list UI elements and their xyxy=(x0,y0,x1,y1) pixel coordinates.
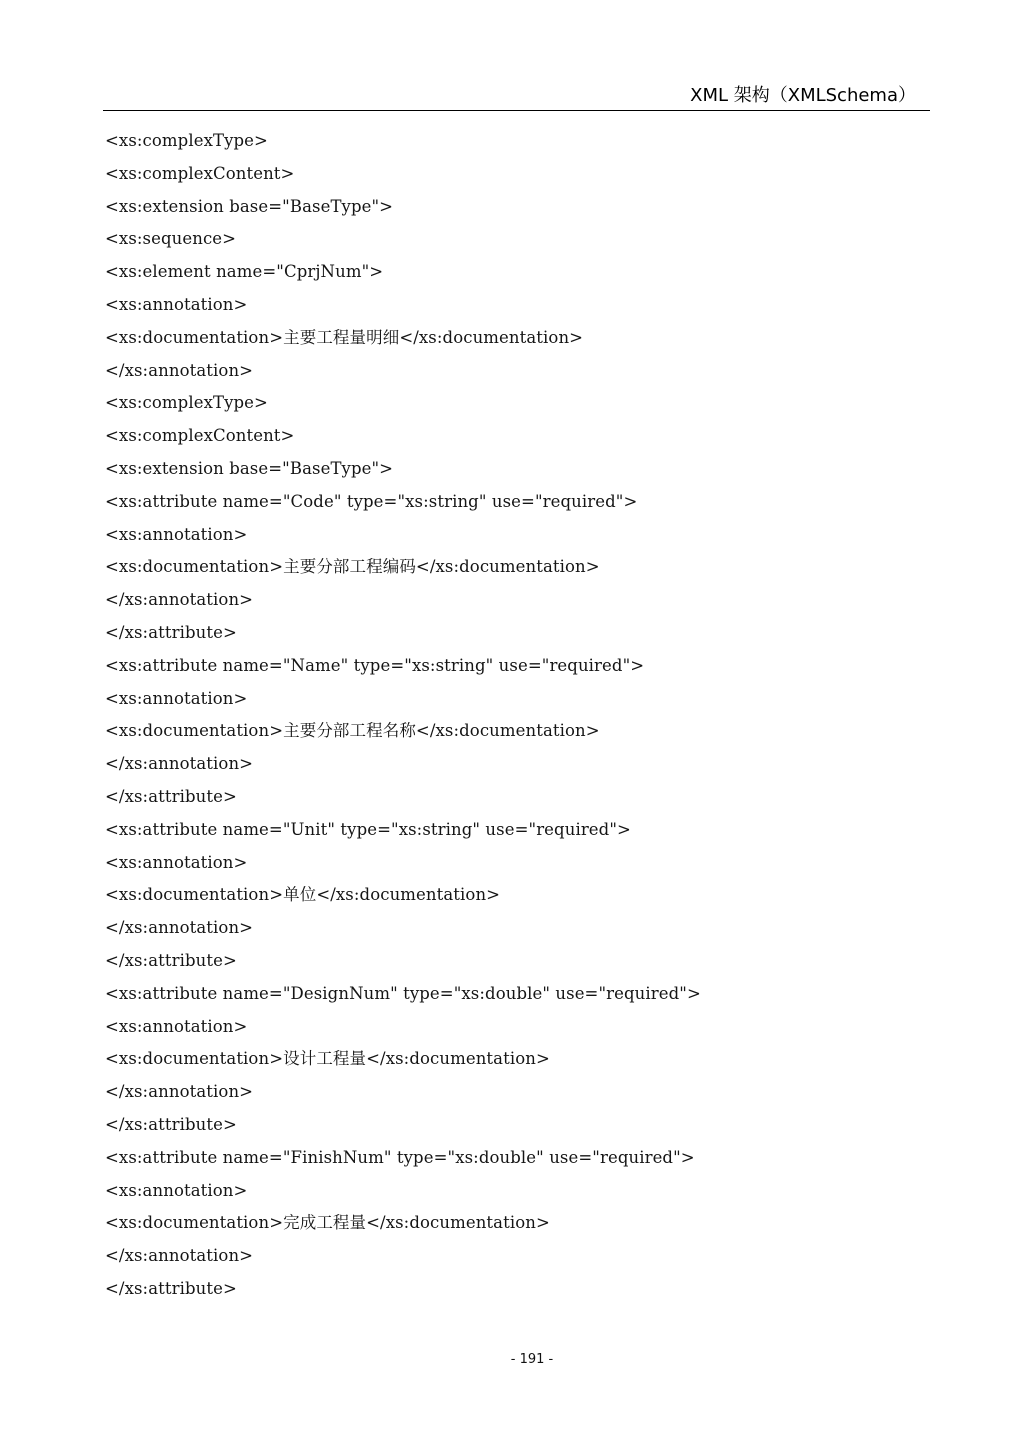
code-line: </xs:attribute> xyxy=(105,622,237,642)
code-line: </xs:attribute> xyxy=(105,1114,237,1134)
code-line: <xs:documentation>主要分部工程编码</xs:documentation> xyxy=(105,557,600,577)
code-line: </xs:annotation> xyxy=(105,1246,254,1266)
code-line: <xs:documentation>设计工程量</xs:documentation> xyxy=(105,1049,550,1069)
code-line: <xs:documentation>主要分部工程名称</xs:documentation> xyxy=(105,721,600,741)
code-line: </xs:attribute> xyxy=(105,950,237,970)
code-line: <xs:annotation> xyxy=(105,524,248,544)
code-line: <xs:attribute name="DesignNum" type="xs:double" use="required"> xyxy=(105,983,701,1003)
code-line: </xs:attribute> xyxy=(105,786,237,806)
code-line: <xs:attribute name="Code" type="xs:string" use="required"> xyxy=(105,491,638,511)
code-line: <xs:attribute name="Unit" type="xs:string" use="required"> xyxy=(105,819,631,839)
code-line: <xs:annotation> xyxy=(105,294,248,314)
code-line: <xs:extension base="BaseType"> xyxy=(105,196,394,216)
code-line: </xs:attribute> xyxy=(105,1278,237,1298)
code-line: <xs:annotation> xyxy=(105,1016,248,1036)
code-line: <xs:complexContent> xyxy=(105,163,295,183)
header-title: XML 架构（XMLSchema） xyxy=(690,85,916,106)
page-number: - 191 - xyxy=(510,1352,554,1367)
code-line: </xs:annotation> xyxy=(105,360,254,380)
code-line: <xs:complexType> xyxy=(105,131,268,150)
code-line: <xs:sequence> xyxy=(105,229,237,249)
code-listing xyxy=(105,125,925,1306)
code-line: <xs:annotation> xyxy=(105,1180,248,1200)
code-line: <xs:element name="CprjNum"> xyxy=(105,262,384,282)
code-line: <xs:attribute name="FinishNum" type="xs:double" use="required"> xyxy=(105,1147,695,1167)
code-line: <xs:annotation> xyxy=(105,852,248,872)
code-line: <xs:complexContent> xyxy=(105,426,295,446)
code-line: <xs:documentation>主要工程量明细</xs:documentation> xyxy=(105,327,584,347)
code-line: <xs:documentation>单位</xs:documentation> xyxy=(105,885,501,905)
page-header xyxy=(103,84,930,111)
code-line: <xs:complexType> xyxy=(105,393,268,413)
code-line: <xs:attribute name="Name" type="xs:string" use="required"> xyxy=(105,655,645,675)
code-line: <xs:annotation> xyxy=(105,688,248,708)
code-line: <xs:extension base="BaseType"> xyxy=(105,458,394,478)
code-line: <xs:documentation>完成工程量</xs:documentation> xyxy=(105,1213,550,1233)
code-line: </xs:annotation> xyxy=(105,1082,254,1102)
code-line: </xs:annotation> xyxy=(105,918,254,938)
code-line: </xs:annotation> xyxy=(105,754,254,774)
code-line: </xs:annotation> xyxy=(105,590,254,610)
